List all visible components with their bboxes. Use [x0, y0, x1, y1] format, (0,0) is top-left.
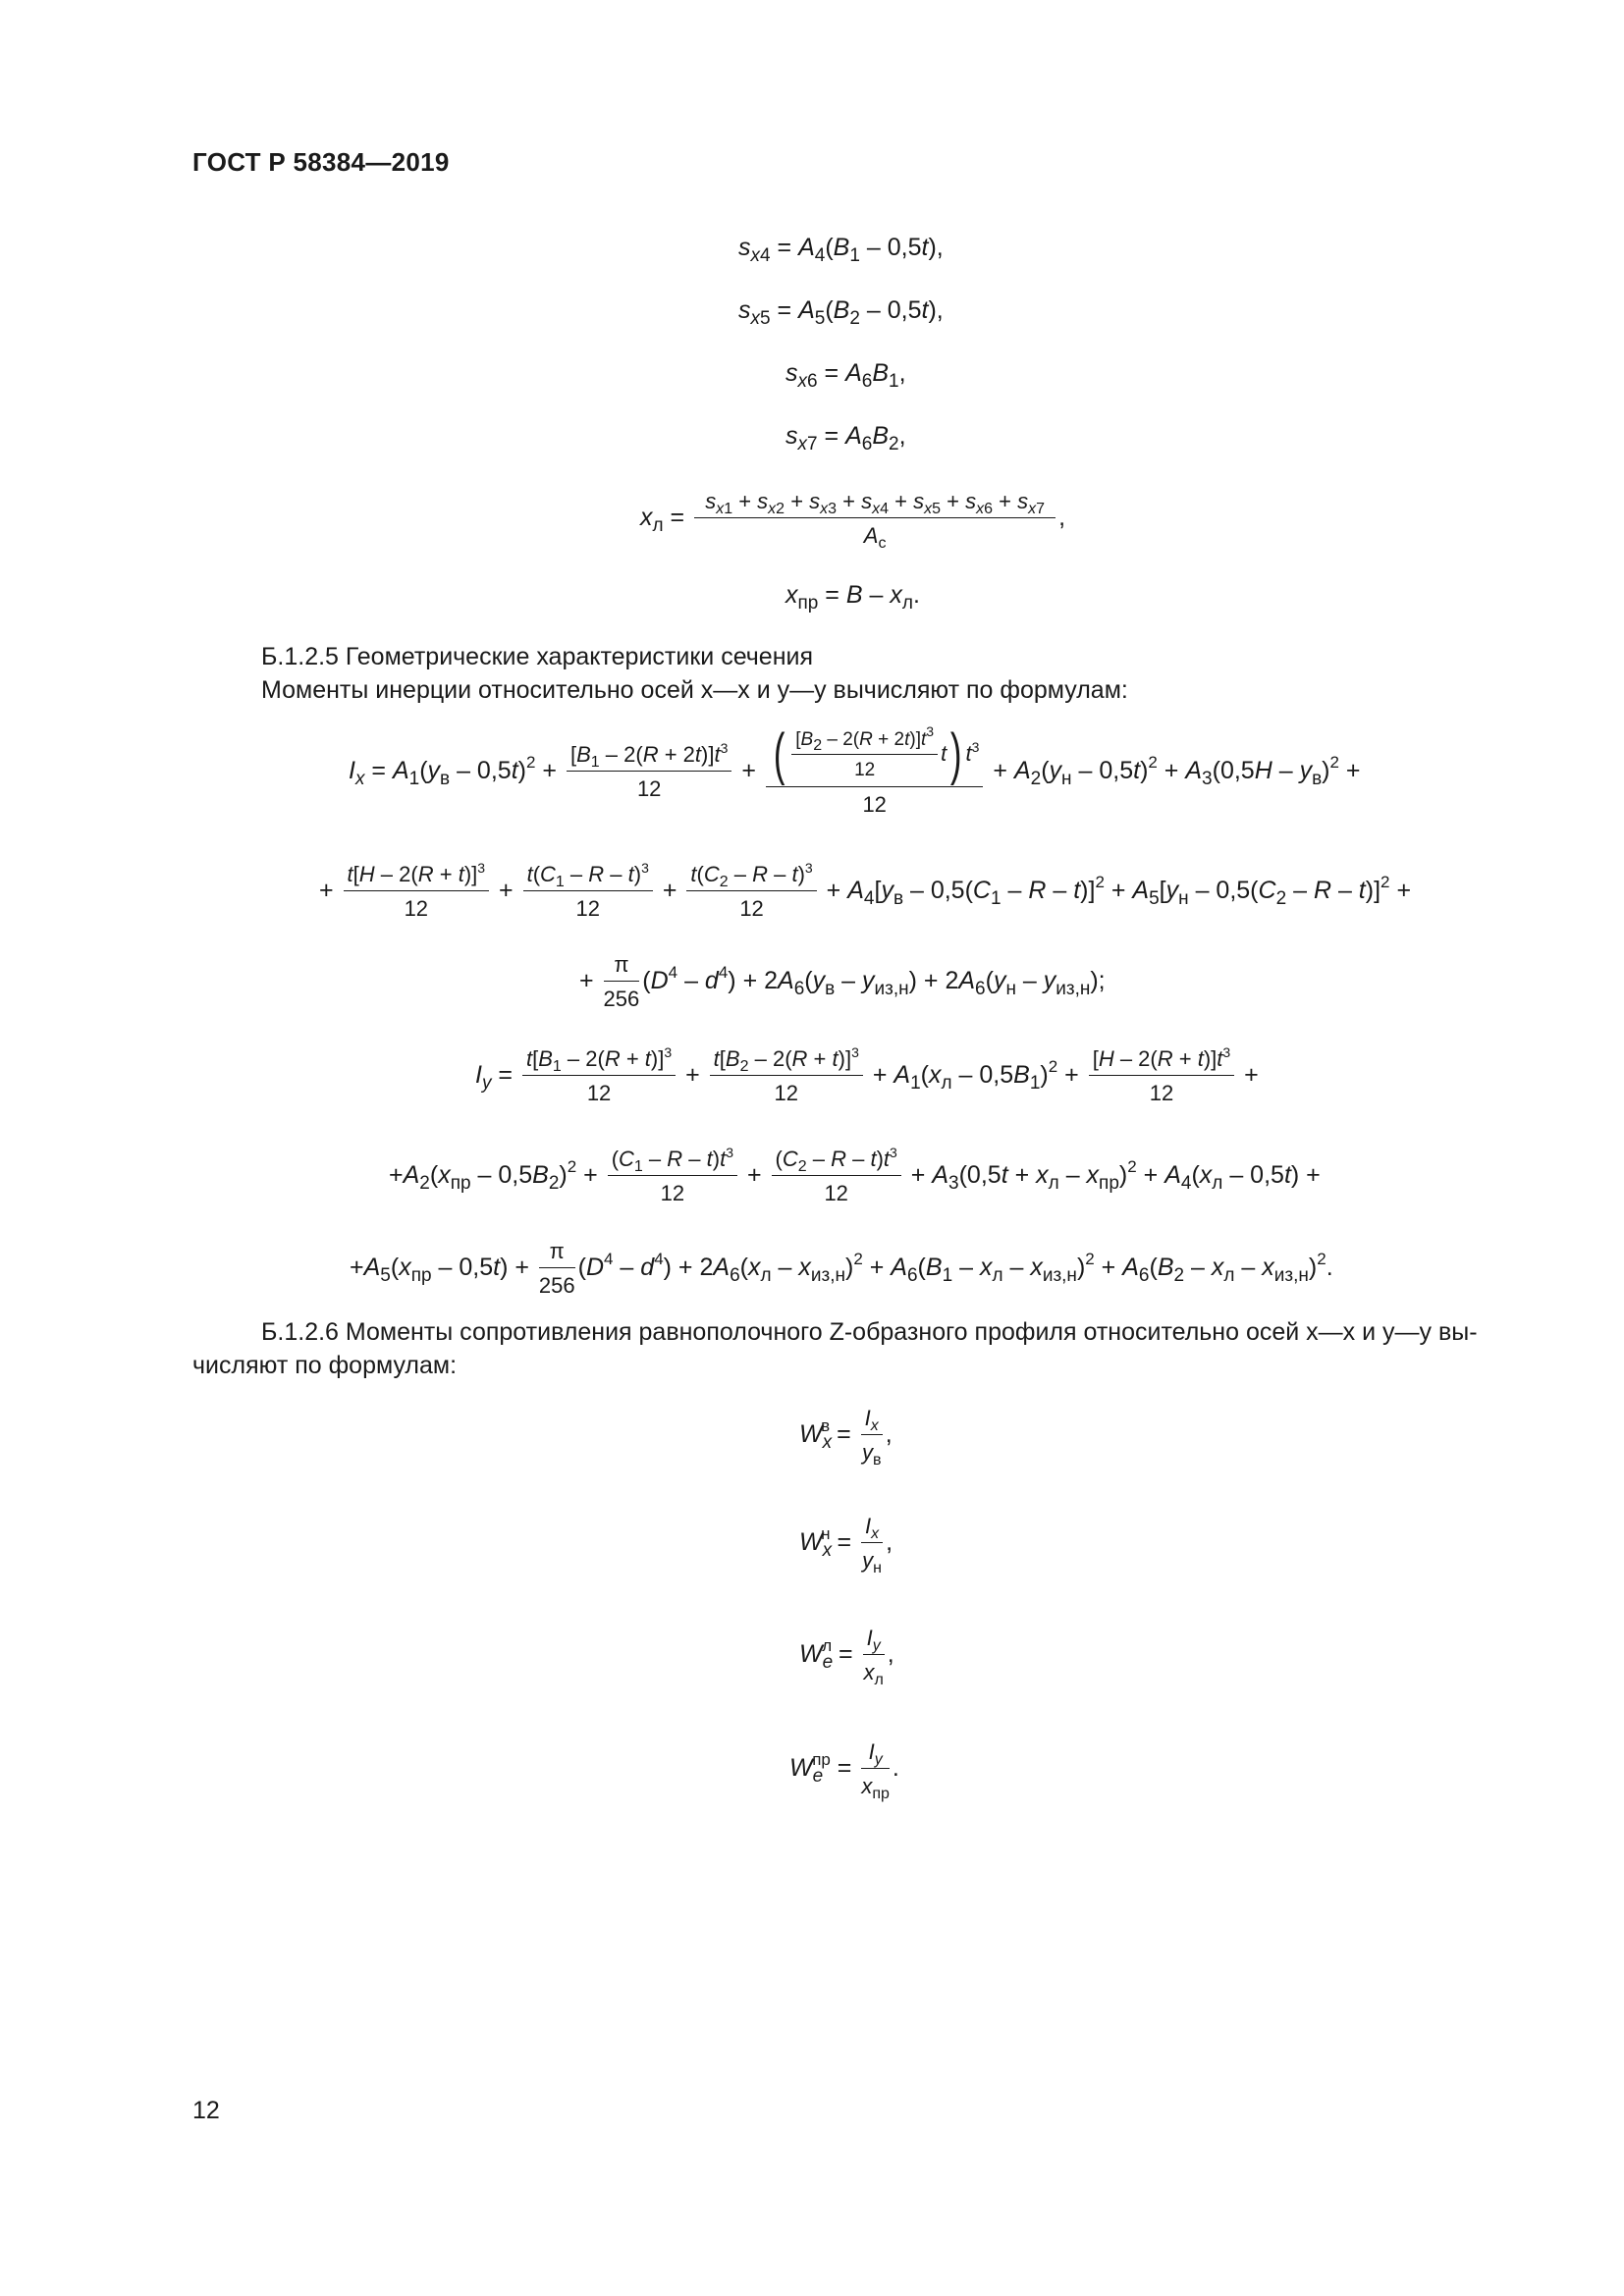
- formula-wx-upper: $W_x^в$ = $I_x$ $y_в$ ,: [799, 1406, 893, 1468]
- formula-we-left: $W_e^л$ = $I_y$ $x_л$ ,: [799, 1626, 894, 1688]
- formula-xl: $x_л$ = $s_{x1} + s_{x2} + s_{x3} + s_{x4} + s_{x5} + s_{x6} + s_{x7}$ $A_с$ ,: [640, 489, 1066, 552]
- formula-wx-lower: $W_x^н$ = $I_x$ $y_н$ ,: [799, 1514, 893, 1576]
- section-heading-b125: Б.1.2.5 Геометрические характеристики сечения: [261, 643, 813, 670]
- formula-iy-line1: $I_y$ = $\frac{t[B_1 - 2(R + t)]^3}{12}$ + $\frac{t[B_2 - 2(R + t)]^3}{12}$ + $A_1(x_л - 0,5B_1)^2$ + $\frac{[H - 2(R + t)]t^3}{12}$ +: [475, 1044, 1259, 1105]
- formula-iy-line2: $+A_2(x_{пр} - 0,5B_2)^2$ + $\frac{(C_1 - R - t)t^3}{12}$ + $\frac{(C_2 - R - t)t^3}{12}$ + $A_3(0,5t + x_л - x_{пр})^2 + A_4(x_л - 0,5t)$ +: [389, 1145, 1321, 1205]
- formula-xpr: $x_{пр} = B - x_л$.: [785, 581, 920, 614]
- page-number: 12: [192, 2097, 220, 2124]
- formula-sx5: $s_{x5} = A_5(B_2 - 0,5t)$,: [738, 296, 944, 329]
- section-intro-b125: Моменты инерции относительно осей x—x и y—y вычисляют по формулам:: [261, 676, 1128, 704]
- formula-sx7: $s_{x7} = A_6B_2$,: [785, 422, 906, 454]
- formula-sx4: $s_{x4} = A_4(B_1 - 0,5t)$,: [738, 234, 944, 266]
- formula-ix-line2: + $\frac{t[H - 2(R + t)]^3}{12}$ + $\frac{t(C_1 - R - t)^3}{12}$ + $\frac{t(C_2 - R - t)^3}{12}$ + $A_4[y_в - 0,5(C_1 - R - t)]^2 + A_5[y_н - 0,5(C_2 - R - t)]^2$ +: [319, 860, 1412, 921]
- section-text-b126-line1: Б.1.2.6 Моменты сопротивления равнополочного Z-образного профиля относительно осей x—x и y—y вы-: [261, 1318, 1478, 1346]
- document-code: ГОСТ Р 58384—2019: [192, 147, 450, 177]
- formula-sx6: $s_{x6} = A_6B_1$,: [785, 359, 906, 392]
- formula-ix-line1: $I_x = A_1(y_в - 0,5t)^2$ + $\frac{[B_1 - 2(R + 2t)]t^3}{12}$ + ( $\frac{[B_2 - 2(R + 2t)]t^3}{12}$ t) $t^3$ 12 + $A_2(y_н - 0,5t)^2 + A_3(0,5H - y_в)^2$ +: [349, 722, 1361, 817]
- formula-we-right: $W_e^{пр}$ = $I_y$ $x_{пр}$ .: [789, 1739, 899, 1802]
- formula-ix-line3: + $\frac{\pi}{256}$ $(D^4 - d^4) + 2A_6(y_в - y_{из,н}) + 2A_6(y_н - y_{из,н})$;: [579, 952, 1106, 1011]
- formula-iy-line3: $+A_5(x_{пр} - 0,5t)$ + $\frac{\pi}{256}$ $(D^4 - d^4) + 2A_6(x_л - x_{из,н})^2 + A_6(B_1 - x_л - x_{из,н})^2 + A_6(B_2 - x_л - x_{из,н})^2$.: [350, 1239, 1333, 1298]
- section-text-b126-line2: числяют по формулам:: [192, 1352, 458, 1379]
